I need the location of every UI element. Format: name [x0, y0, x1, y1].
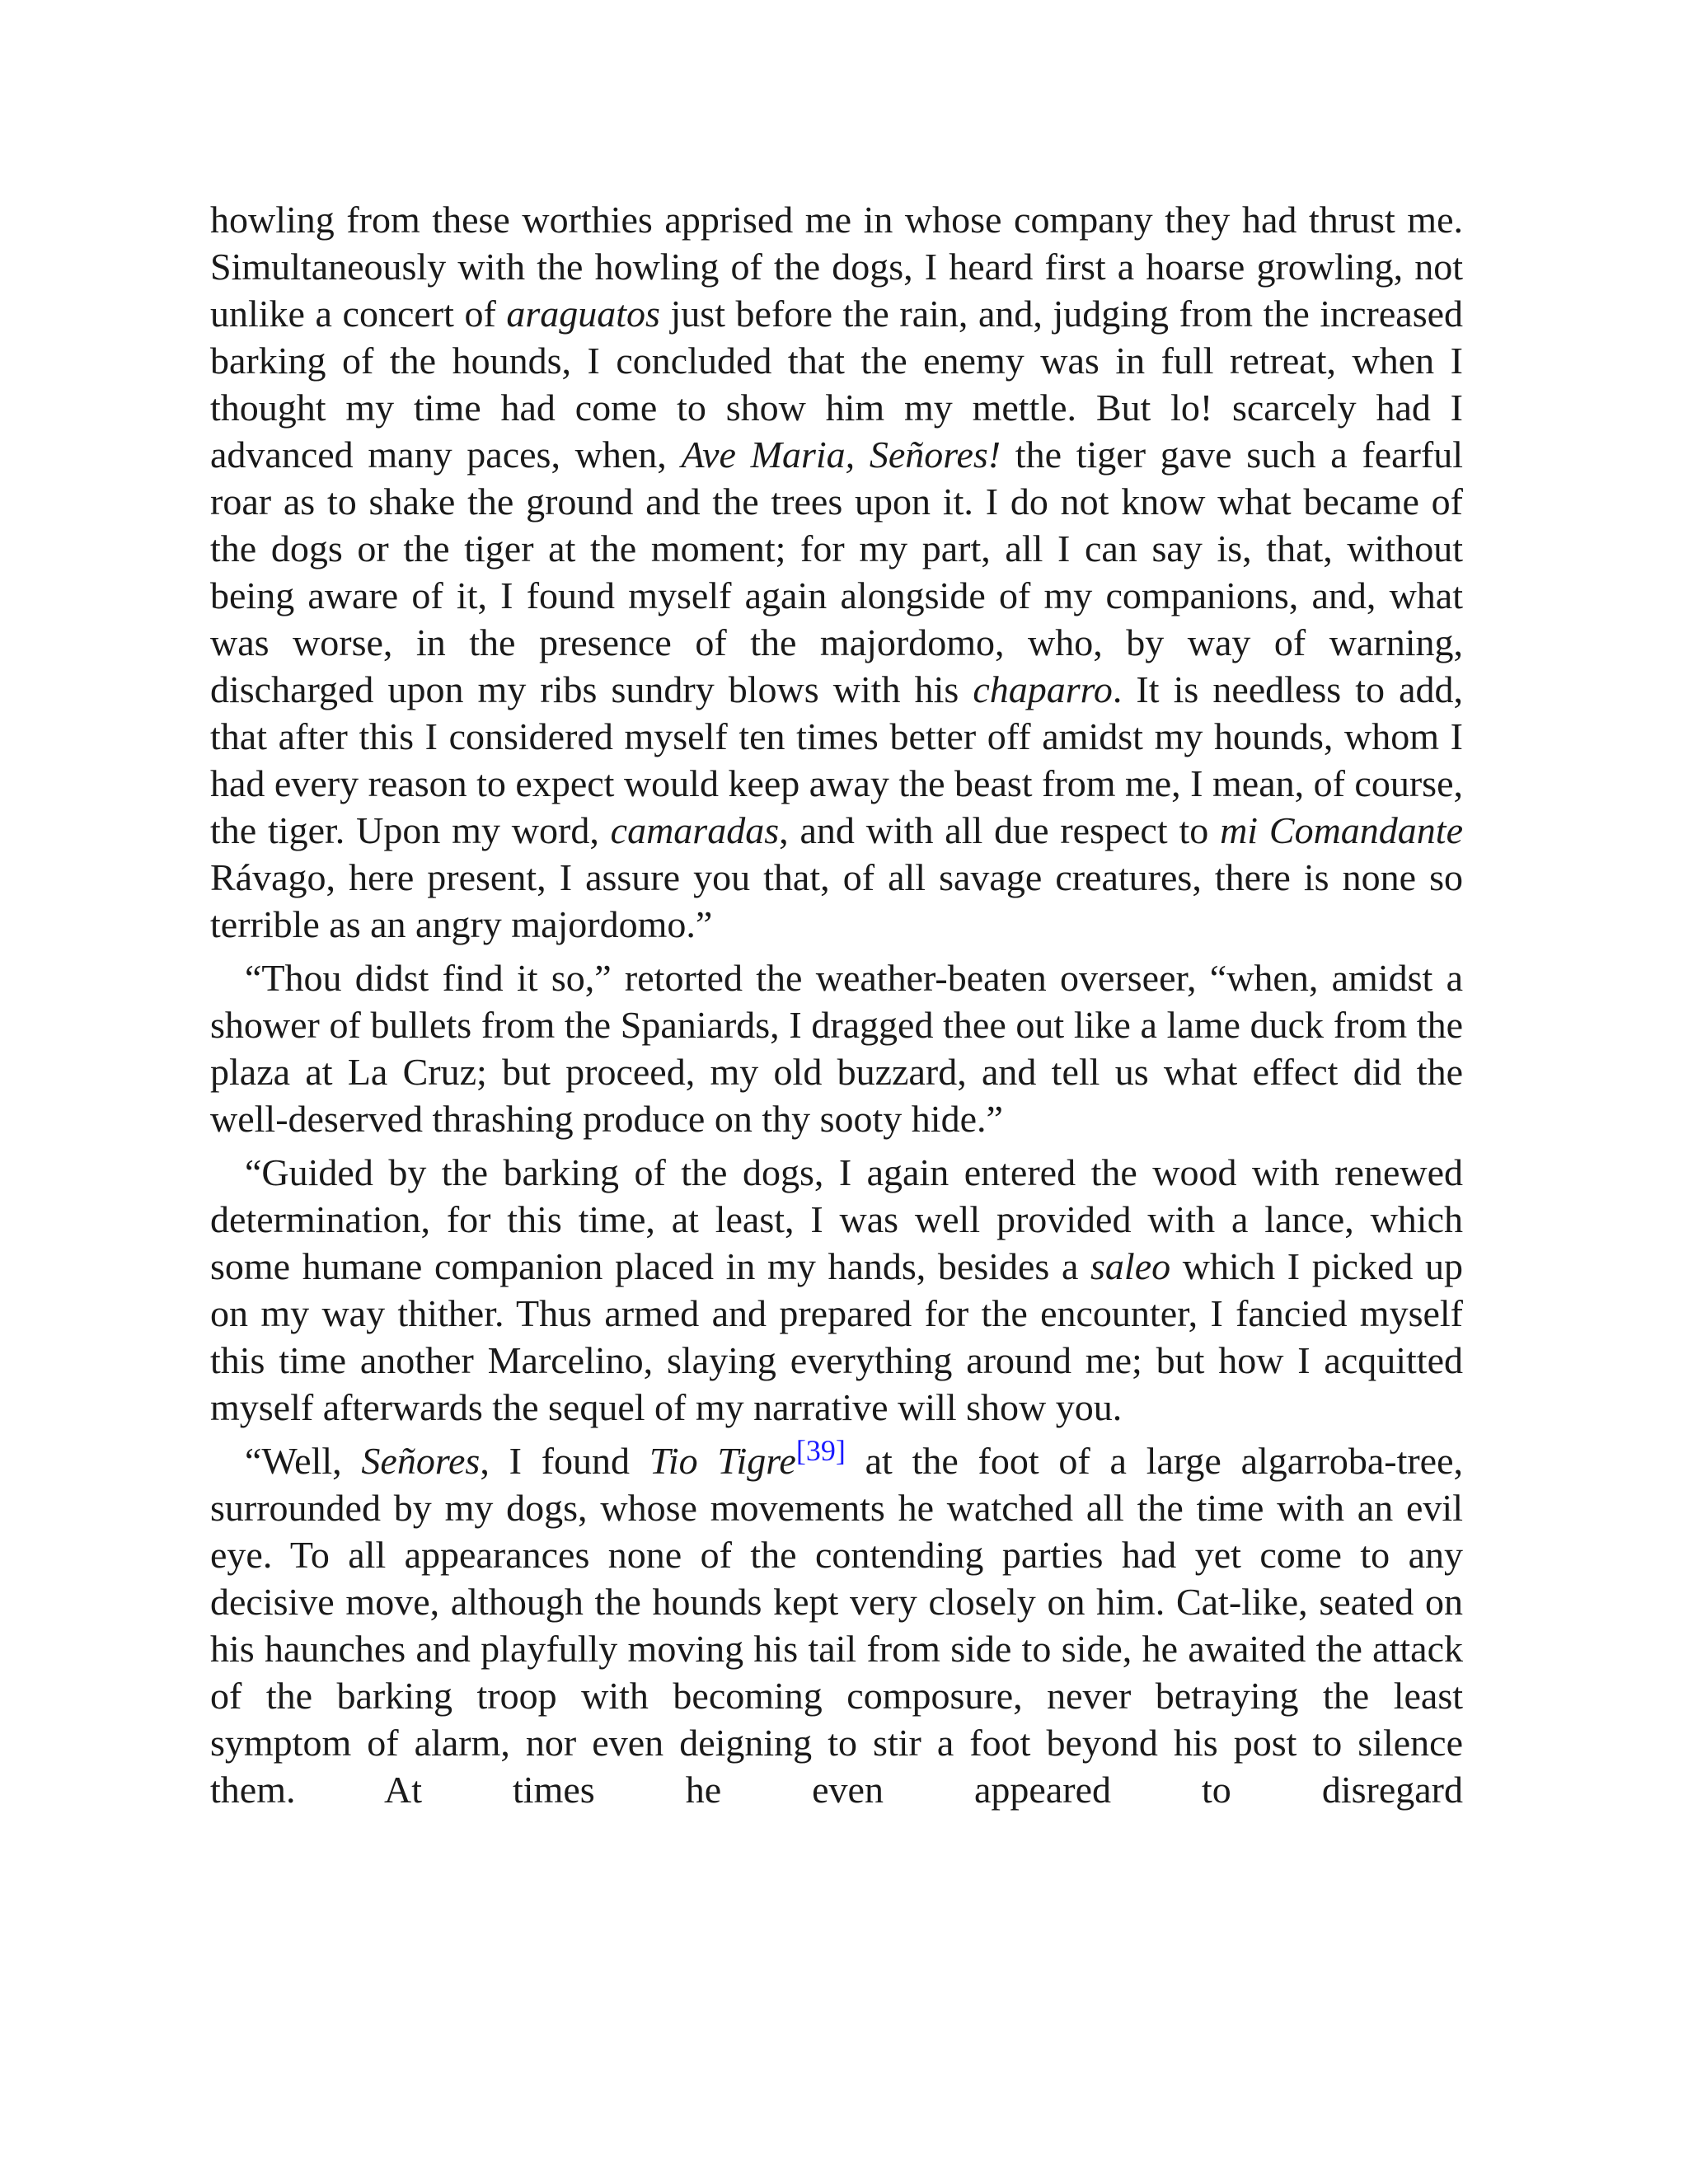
text-run: howling from these worthies apprised me in whose company they had thrust me. Simultaneously with the howling of the dogs, I heard first a hoarse growling, not unlike a concert of [210, 199, 1463, 335]
italic-term-chaparro: chaparro [973, 668, 1113, 710]
text-run: , and with all due respect to [779, 809, 1221, 851]
italic-term-senores: Señores [361, 1440, 481, 1482]
body-text [210, 196, 1463, 1820]
italic-term-mi-comandante: mi Comandante [1220, 809, 1463, 851]
italic-term-tio-tigre: Tio Tigre [649, 1440, 796, 1482]
paragraph-3 [210, 1149, 1463, 1431]
footnote-link-39[interactable]: [39] [795, 1434, 846, 1467]
text-run: Rávago, here present, I assure you that, of all savage creatures, there is none so terrible as an angry majordomo.” [210, 856, 1463, 945]
italic-term-araguatos: araguatos [506, 293, 660, 335]
text-run: , I found [480, 1440, 649, 1482]
text-run: “Guided by the barking of the dogs, I again entered the wood with renewed determination, for this time, at least, I was well provided with a lance, which some humane companion placed in my hands, besides a [210, 1151, 1463, 1287]
text-run: “Thou didst find it so,” retorted the weather-beaten overseer, “when, amidst a shower of bullets from the Spaniards, I dragged thee out like a lame duck from the plaza at La Cruz; but proceed, my old buzzard, and tell us what effect did the well-deserved thrashing produce on thy sooty hide.” [210, 957, 1463, 1140]
italic-term-saleo: saleo [1090, 1245, 1171, 1287]
paragraph-2 [210, 954, 1463, 1142]
text-run: . It is needless to add, that after this I considered myself ten times better off amidst my hounds, whom I had every reason to expect would keep away the beast from me, I mean, of course, the tiger. Upon my word, [210, 668, 1463, 851]
italic-exclamation: Ave Maria, Señores! [681, 434, 1001, 476]
italic-term-camaradas: camaradas [610, 809, 780, 851]
text-run: “Well, [245, 1440, 362, 1482]
text-run: just before the rain, and, judging from the increased barking of the hounds, I concluded that the enemy was in full retreat, when I thought my time had come to show him my mettle. But lo! scarcely had I advanced many paces, when, [210, 293, 1464, 476]
paragraph-1 [210, 196, 1463, 948]
paragraph-4 [210, 1434, 1464, 1813]
text-run: at the foot of a large algarroba-tree, surrounded by my dogs, whose movements he watched all the time with an evil eye. To all appearances none of the contending parties had yet come to any decisive move, although the hounds kept very closely on him. Cat-like, seated on his haunches and playfully moving his tail from side to side, he awaited the attack of the barking troop with becoming composure, never betraying the least symptom of alarm, nor even deigning to stir a foot beyond his post to silence them. At times he even appeared to disregard [210, 1440, 1464, 1811]
text-run: which I picked up on my way thither. Thus armed and prepared for the encounter, I fancied myself this time another Marcelino, slaying everything around me; but how I acquitted myself afterwards the sequel of my narrative will show you. [210, 1245, 1463, 1428]
text-run: the tiger gave such a fearful roar as to shake the ground and the trees upon it. I do not know what became of the dogs or the tiger at the moment; for my part, all I can say is, that, without being aware of it, I found myself again alongside of my companions, and, what was worse, in the presence of the majordomo, who, by way of warning, discharged upon my ribs sundry blows with his [210, 434, 1463, 710]
